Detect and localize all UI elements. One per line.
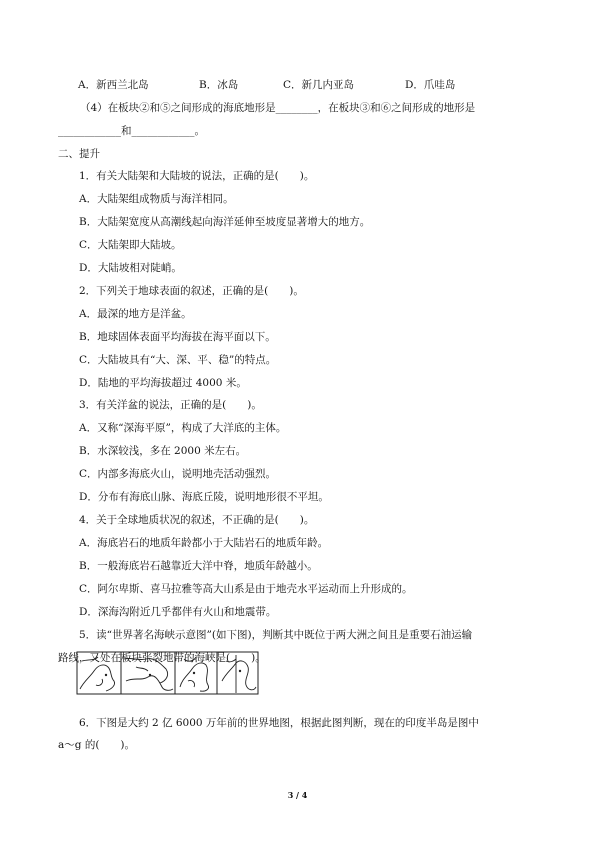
question-5-line2: 路线，又处在板块张裂地带的海峡是( )。 <box>58 652 266 664</box>
question-5-line1: 5．读“世界著名海峡示意图”(如下图)，判断其中既位于两大洲之间且是重要石油运输 <box>79 629 473 641</box>
strait-panel-1 <box>77 652 121 694</box>
q2-option-c: C．大陆坡具有“大、深、平、稳”的特点。 <box>79 354 277 366</box>
q3-option-a: A．又称“深海平原”，构成了大洋底的主体。 <box>79 422 287 434</box>
q1-option-d: D．大陆坡相对陡峭。 <box>79 262 182 274</box>
page-number: 3 / 4 <box>287 790 308 800</box>
option-d: D．爪哇岛 <box>405 79 456 91</box>
question-3: 3．有关洋盆的说法，正确的是( )。 <box>79 399 262 411</box>
q3-option-d: D．分布有海底山脉、海底丘陵，说明地形很不平坦。 <box>79 491 329 503</box>
q3-option-c: C．内部多海底火山，说明地壳活动强烈。 <box>79 468 277 480</box>
strait-map-figure <box>76 651 259 695</box>
q2-option-d: D．陆地的平均海拔超过 4000 米。 <box>79 377 247 389</box>
q3-option-b: B．水深较浅，多在 2000 米左右。 <box>79 445 247 457</box>
q2-option-b: B．地球固体表面平均海拔在海平面以下。 <box>79 331 276 343</box>
question-6-line2: a～g 的( )。 <box>58 739 136 751</box>
q4-option-c: C．阿尔卑斯、喜马拉雅等高大山系是由于地壳水平运动而上升形成的。 <box>79 583 413 595</box>
q4-option-a: A．海底岩石的地质年龄都小于大陆岩石的地质年龄。 <box>79 537 329 549</box>
question-1: 1．有关大陆架和大陆坡的说法，正确的是( )。 <box>79 170 315 182</box>
q1-option-a: A．大陆架组成物质与海洋相同。 <box>79 193 234 205</box>
section-title: 二、提升 <box>58 148 100 160</box>
option-a: A．新西兰北岛 <box>78 79 149 91</box>
q2-option-a: A．最深的地方是洋盆。 <box>79 308 192 320</box>
option-b: B．冰岛 <box>199 79 239 91</box>
q4-option-b: B．一般海底岩石越靠近大洋中脊，地质年龄越小。 <box>79 560 318 572</box>
option-c: C．新几内亚岛 <box>283 79 355 91</box>
question-2: 2．下列关于地球表面的叙述，正确的是( )。 <box>79 285 304 297</box>
q4-fill-blank-line1: （4）在板块②和⑤之间形成的海底地形是________，在板块③和⑥之间形成的地形是 <box>80 102 476 114</box>
question-4: 4．关于全球地质状况的叙述，不正确的是( )。 <box>79 514 315 526</box>
strait-panel-3 <box>175 652 217 694</box>
question-6-line1: 6．下图是大约 2 亿 6000 万年前的世界地图，根据此图判断，现在的印度半岛是图中 <box>79 717 479 729</box>
q4-fill-blank-line2: ____________和____________。 <box>58 125 205 137</box>
q1-option-c: C．大陆架即大陆坡。 <box>79 239 182 251</box>
previous-question-options <box>78 78 455 92</box>
q4-option-d: D．深海沟附近几乎都伴有火山和地震带。 <box>79 606 277 618</box>
q1-option-b: B．大陆架宽度从高潮线起向海洋延伸至坡度显著增大的地方。 <box>79 216 371 228</box>
strait-panel-4 <box>217 652 258 694</box>
